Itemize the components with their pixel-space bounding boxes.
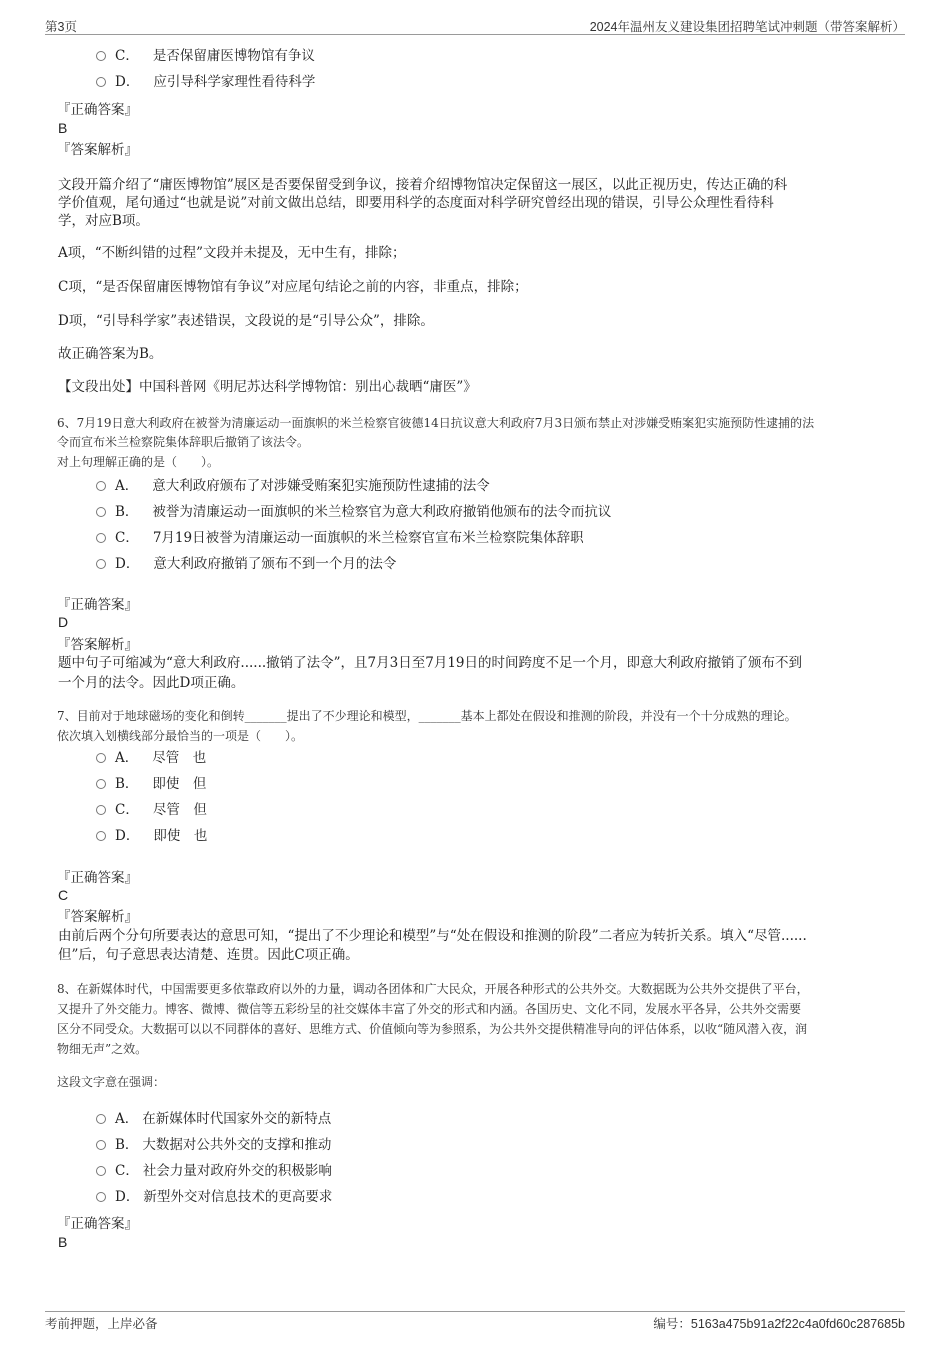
q8-stem-line: 8、在新媒体时代，中国需要更多依靠政府以外的力量，调动各团体和广大民众，开展各种形式的公共外交。大数据既为公共外交提供了平台， (57, 982, 809, 996)
q8-option-b[interactable]: B． 大数据对公共外交的支撑和推动 (96, 1135, 331, 1155)
radio-icon[interactable] (96, 77, 106, 87)
q5-analysis-line: 学价值观，尾句通过“也就是说”对前文做出总结，即要用科学的态度面对科学研究曾经出现的错误，引导公众理性看待科 (58, 195, 774, 211)
radio-icon[interactable] (96, 1114, 106, 1124)
q5-answer-label: 『正确答案』 (57, 102, 138, 118)
radio-icon[interactable] (96, 481, 106, 491)
q5-option-c-note: C项，“是否保留庸医博物馆有争议”对应尾句结论之前的内容，非重点，排除； (58, 279, 528, 295)
q8-stem-line: 区分不同受众。大数据可以以不同群体的喜好、思维方式、价值倾向等为参照系，为公共外交提供精准导向的评估体系，以收“随风潜入夜，润 (57, 1022, 808, 1036)
q7-analysis-line: 由前后两个分句所要表达的意思可知，“提出了不少理论和模型”与“处在假设和推测的阶段”二者应为转折关系。填入“尽管...... (58, 928, 807, 944)
radio-icon[interactable] (96, 831, 106, 841)
q6-option-c[interactable]: C． 7月19日被誉为清廉运动一面旗帜的米兰检察官宣布米兰检察院集体辞职 (96, 528, 584, 548)
q8-answer: B (58, 1234, 68, 1250)
q5-analysis-line: 文段开篇介绍了“庸医博物馆”展区是否要保留受到争议，接着介绍博物馆决定保留这一展区，以此正视历史，传达正确的科 (58, 177, 788, 193)
q6-answer-label: 『正确答案』 (57, 597, 138, 613)
q5-conclusion: 故正确答案为B。 (58, 346, 163, 362)
q7-question: 依次填入划横线部分最恰当的一项是（ ）。 (57, 729, 304, 743)
q7-option-a[interactable]: A． 尽管 也 (96, 748, 206, 768)
radio-icon[interactable] (96, 1166, 106, 1176)
radio-icon[interactable] (96, 533, 106, 543)
q7-answer: C (58, 887, 69, 903)
document-id: 编号：5163a475b91a2f22c4a0fd60c287685b (653, 1317, 905, 1331)
q6-analysis-line: 题中句子可缩减为“意大利政府......撤销了法令”，且7月3日至7月19日的时间跨度不足一个月，即意大利政府撤销了颁布不到 (58, 655, 802, 671)
q5-source: 【文段出处】中国科普网《明尼苏达科学博物馆：别出心裁晒“庸医”》 (58, 379, 477, 395)
q8-option-d[interactable]: D． 新型外交对信息技术的更高要求 (96, 1187, 332, 1207)
radio-icon[interactable] (96, 779, 106, 789)
q7-option-b[interactable]: B． 即使 但 (96, 774, 206, 794)
q5-option-d[interactable]: D． 应引导科学家理性看待科学 (96, 72, 315, 92)
q7-analysis-line: 但”后，句子意思表达清楚、连贯。因此C项正确。 (58, 947, 359, 963)
radio-icon[interactable] (96, 1140, 106, 1150)
q7-option-c[interactable]: C． 尽管 但 (96, 800, 207, 820)
q6-option-b[interactable]: B． 被誉为清廉运动一面旗帜的米兰检察官为意大利政府撤销他颁布的法令而抗议 (96, 502, 611, 522)
q6-option-a[interactable]: A． 意大利政府颁布了对涉嫌受贿案犯实施预防性逮捕的法令 (96, 476, 490, 496)
footer-rule (45, 1311, 905, 1312)
header-rule (45, 34, 905, 35)
q6-option-d[interactable]: D． 意大利政府撤销了颁布不到一个月的法令 (96, 554, 396, 574)
radio-icon[interactable] (96, 805, 106, 815)
q6-stem-line: 6、7月19日意大利政府在被誉为清廉运动一面旗帜的米兰检察官彼德14日抗议意大利政府7月3日颁布禁止对涉嫌受贿案犯实施预防性逮捕的法 (57, 416, 815, 430)
q7-option-d[interactable]: D． 即使 也 (96, 826, 207, 846)
radio-icon[interactable] (96, 753, 106, 763)
q5-answer: B (58, 120, 68, 136)
q5-option-a-note: A项，“不断纠错的过程”文段并未提及，无中生有，排除； (58, 245, 406, 261)
q6-analysis-line: 一个月的法令。因此D项正确。 (58, 675, 245, 691)
radio-icon[interactable] (96, 507, 106, 517)
q7-stem-line: 7、目前对于地球磁场的变化和倒转_______提出了不少理论和模型，_______基本上都处在假设和推测的阶段，并没有一个十分成熟的理论。 (57, 709, 797, 723)
q5-option-d-note: D项，“引导科学家”表述错误，文段说的是“引导公众”，排除。 (58, 313, 434, 329)
document-title: 2024年温州友义建设集团招聘笔试冲刺题（带答案解析） (589, 20, 905, 34)
q8-option-c[interactable]: C． 社会力量对政府外交的积极影响 (96, 1161, 332, 1181)
q5-analysis-line: 学，对应B项。 (58, 213, 149, 229)
radio-icon[interactable] (96, 51, 106, 61)
q8-question: 这段文字意在强调： (57, 1075, 166, 1089)
radio-icon[interactable] (96, 1192, 106, 1202)
q7-answer-label: 『正确答案』 (57, 870, 138, 886)
q6-stem-line: 令而宣布米兰检察院集体辞职后撤销了该法令。 (57, 435, 310, 449)
q8-stem-line: 又提升了外交能力。博客、微博、微信等五彩纷呈的社交媒体丰富了外交的形式和内涵。各国历史、文化不同，发展水平各异，公共外交需要 (57, 1002, 802, 1016)
page-number: 第3页 (45, 20, 77, 34)
q8-answer-label: 『正确答案』 (57, 1216, 138, 1232)
q6-answer: D (58, 614, 69, 630)
radio-icon[interactable] (96, 559, 106, 569)
q8-stem-line: 物细无声”之效。 (57, 1042, 148, 1056)
q6-analysis-label: 『答案解析』 (57, 637, 138, 653)
q6-question: 对上句理解正确的是（ ）。 (57, 455, 220, 469)
q7-analysis-label: 『答案解析』 (57, 909, 138, 925)
footer-slogan: 考前押题，上岸必备 (45, 1317, 158, 1331)
q5-option-c[interactable]: C． 是否保留庸医博物馆有争议 (96, 46, 315, 66)
q8-option-a[interactable]: A． 在新媒体时代国家外交的新特点 (96, 1109, 331, 1129)
q5-analysis-label: 『答案解析』 (57, 142, 138, 158)
